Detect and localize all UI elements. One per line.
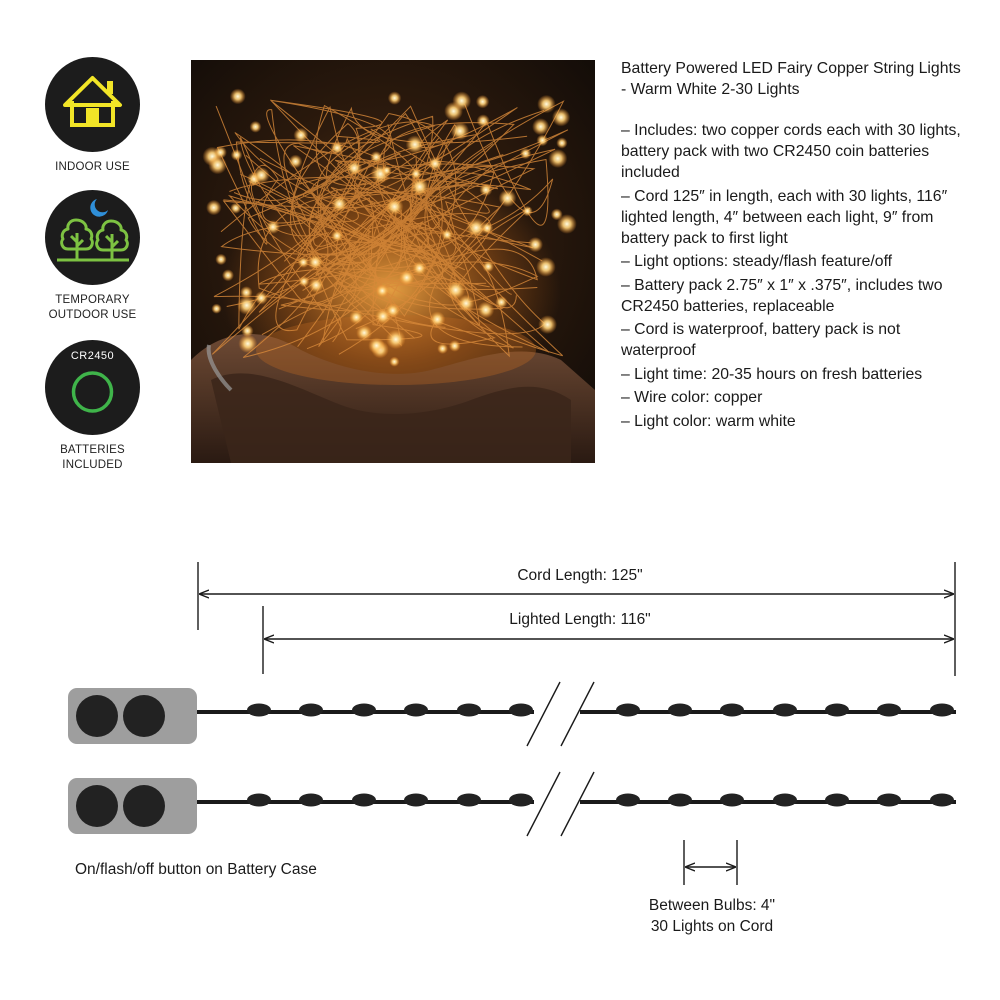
fairy-light-bulb xyxy=(536,257,556,277)
fairy-light-bulb xyxy=(349,310,363,324)
cord-bulb xyxy=(457,794,481,807)
cord-bulb xyxy=(825,704,849,717)
cord-bulb xyxy=(352,704,376,717)
fairy-light-bulb xyxy=(477,301,494,318)
spec-item: – Includes: two copper cords each with 30 lights, battery pack with two CR2450 coin batteries included xyxy=(621,122,961,181)
fairy-light-bulb xyxy=(399,270,414,285)
battery-case-button xyxy=(76,695,118,737)
cord-bulb xyxy=(668,704,692,717)
fairy-light-bulb xyxy=(331,230,343,242)
badge-temporary-outdoor-use xyxy=(45,190,140,323)
spec-list xyxy=(621,120,966,432)
battery-button-label: On/flash/off button on Battery Case xyxy=(75,861,317,878)
cord-bulb xyxy=(930,794,954,807)
fairy-light-bulb xyxy=(215,254,226,265)
cord-bulb xyxy=(247,704,271,717)
cord-bulb xyxy=(616,704,640,717)
battery-type-label: CR2450 xyxy=(70,350,115,362)
cord-bulb xyxy=(668,794,692,807)
fairy-light-bulb xyxy=(477,114,490,127)
cord-bulb xyxy=(352,794,376,807)
fairy-light-bulb xyxy=(482,261,494,273)
fairy-light-bulb xyxy=(255,291,268,304)
cord-bulb xyxy=(299,794,323,807)
fairy-light-bulb xyxy=(237,296,256,315)
fairy-light-bulb xyxy=(308,255,323,270)
fairy-light-bulb xyxy=(520,148,531,159)
cord-bulb xyxy=(825,794,849,807)
badge-circle xyxy=(45,340,140,435)
cord-bulb xyxy=(773,704,797,717)
spec-item: – Light time: 20-35 hours on fresh batteries xyxy=(621,365,923,383)
cord-break-gap xyxy=(534,792,580,814)
between-bulbs-label: Between Bulbs: 4" xyxy=(648,897,776,914)
cord-bulb xyxy=(877,794,901,807)
fairy-light-bulb xyxy=(412,261,426,275)
spec-item: – Cord 125″ in length, each with 30 lights, 116″ lighted length, 4″ between each light, 9″ from battery pack to first light xyxy=(621,187,948,247)
badge-batteries-included xyxy=(45,340,140,473)
fairy-light-bulb xyxy=(370,151,382,163)
fairy-light-bulb xyxy=(532,118,549,135)
fairy-light-bulb xyxy=(298,257,309,268)
fairy-light-bulb xyxy=(449,340,461,352)
fairy-light-bulb xyxy=(548,149,567,168)
fairy-light-bulb xyxy=(222,269,234,281)
fairy-light-bulb xyxy=(298,276,309,287)
badge-caption xyxy=(45,160,140,175)
fairy-light-bulb xyxy=(289,155,303,169)
fairy-light-bulb xyxy=(330,141,343,154)
badge-circle xyxy=(45,190,140,285)
fairy-light-bulb xyxy=(253,167,269,183)
fairy-light-bulb xyxy=(346,160,362,176)
fairy-light-bulb xyxy=(556,137,567,148)
fairy-light-bulb xyxy=(552,108,570,126)
cord-bulb xyxy=(616,794,640,807)
dimension-diagram xyxy=(0,540,1000,960)
spec-item: – Battery pack 2.75″ x 1″ x .375″, includes two CR2450 batteries, replaceable xyxy=(621,276,943,315)
fairy-light-bulb xyxy=(331,196,348,213)
fairy-light-bulb xyxy=(231,149,243,161)
fairy-light-bulb xyxy=(428,157,442,171)
cord-bulb xyxy=(720,704,744,717)
fairy-light-bulb xyxy=(406,135,424,153)
fairy-light-bulb xyxy=(537,95,555,113)
fairy-light-bulb xyxy=(495,296,507,308)
fairy-light-bulb xyxy=(211,304,221,314)
fairy-light-bulb xyxy=(266,220,280,234)
diagram-drawing xyxy=(0,540,1000,960)
badge-indoor-use xyxy=(45,57,140,175)
fairy-light-bulb xyxy=(381,165,391,175)
fairy-light-bulb xyxy=(528,237,543,252)
fairy-light-bulb xyxy=(537,134,549,146)
fairy-light-bulb xyxy=(410,178,429,197)
cord-illustrations xyxy=(68,682,956,836)
fairy-light-bulb xyxy=(437,343,448,354)
cord-length-label: Cord Length: 125" xyxy=(517,567,643,584)
lighted-length-label: Lighted Length: 116" xyxy=(509,611,651,628)
cord-bulb xyxy=(457,704,481,717)
spec-item: – Wire color: copper xyxy=(621,389,763,406)
cord-bulb xyxy=(773,794,797,807)
fairy-light-bulb xyxy=(376,284,389,297)
product-title: Battery Powered LED Fairy Copper String Lights - Warm White 2-30 Lights xyxy=(621,60,961,98)
fairy-light-bulb xyxy=(410,168,422,180)
fairy-light-bulb xyxy=(375,309,391,325)
lights-on-cord-label: 30 Lights on Cord xyxy=(650,918,774,935)
fairy-light-bulb xyxy=(446,280,465,299)
fairy-light-bulb xyxy=(389,357,399,367)
fairy-light-bulb xyxy=(368,337,385,354)
fairy-light-bulb xyxy=(466,218,486,238)
cord-bulb xyxy=(509,704,533,717)
house-icon xyxy=(45,57,140,152)
cord-bulb xyxy=(404,794,428,807)
fairy-light-bulb xyxy=(206,200,221,215)
badge-caption-line: INCLUDED xyxy=(62,459,123,471)
cord-bulb xyxy=(930,704,954,717)
fairy-light-bulb xyxy=(386,330,406,350)
fairy-light-bulb xyxy=(238,334,257,353)
spec-item: – Light options: steady/flash feature/off xyxy=(621,253,893,270)
badge-caption-line: OUTDOOR USE xyxy=(48,309,137,321)
cord-bulb xyxy=(877,704,901,717)
trees-moon-icon xyxy=(45,190,140,285)
fairy-light-bulb xyxy=(441,229,453,241)
fairy-light-bulb xyxy=(388,91,401,104)
spec-item: – Light color: warm white xyxy=(621,412,796,430)
cord-bulb xyxy=(299,704,323,717)
fairy-light-bulb xyxy=(386,198,404,216)
badge-circle xyxy=(45,57,140,152)
fairy-light-bulb xyxy=(557,214,577,234)
battery-case-button xyxy=(123,695,165,737)
fairy-light-bulb xyxy=(230,89,246,105)
fairy-light-bulb xyxy=(451,122,470,141)
battery-case-button xyxy=(76,785,118,827)
badge-caption xyxy=(45,443,140,473)
cord-bulb xyxy=(720,794,744,807)
fairy-light-bulb xyxy=(250,121,262,133)
fairy-light-bulb xyxy=(476,95,489,108)
fairy-light-bulb xyxy=(356,325,372,341)
badge-caption-line: INDOOR USE xyxy=(55,161,130,173)
cord-bulb xyxy=(247,794,271,807)
fairy-light-bulb xyxy=(208,156,227,175)
fairy-light-bulb xyxy=(429,311,445,327)
badge-caption xyxy=(45,293,140,323)
fairy-light-bulb xyxy=(294,128,309,143)
fairy-light-bulb xyxy=(479,183,492,196)
fairy-light-bulb xyxy=(230,203,241,214)
product-photo xyxy=(191,60,595,463)
cord-bulb xyxy=(509,794,533,807)
product-description xyxy=(621,58,966,434)
cord-break-gap xyxy=(534,702,580,724)
fairy-light-bulb xyxy=(538,315,557,334)
fairy-light-bulb xyxy=(452,91,471,110)
fairy-light-bulb xyxy=(309,278,324,293)
fairy-light-bulb xyxy=(522,206,533,217)
battery-case-button xyxy=(123,785,165,827)
spec-item: – Cord is waterproof, battery pack is not waterproof xyxy=(621,321,901,359)
cord-bulb xyxy=(404,704,428,717)
fairy-light-bulb xyxy=(499,189,517,207)
badge-caption-line: TEMPORARY xyxy=(55,294,130,306)
badge-caption-line: BATTERIES xyxy=(60,444,125,456)
